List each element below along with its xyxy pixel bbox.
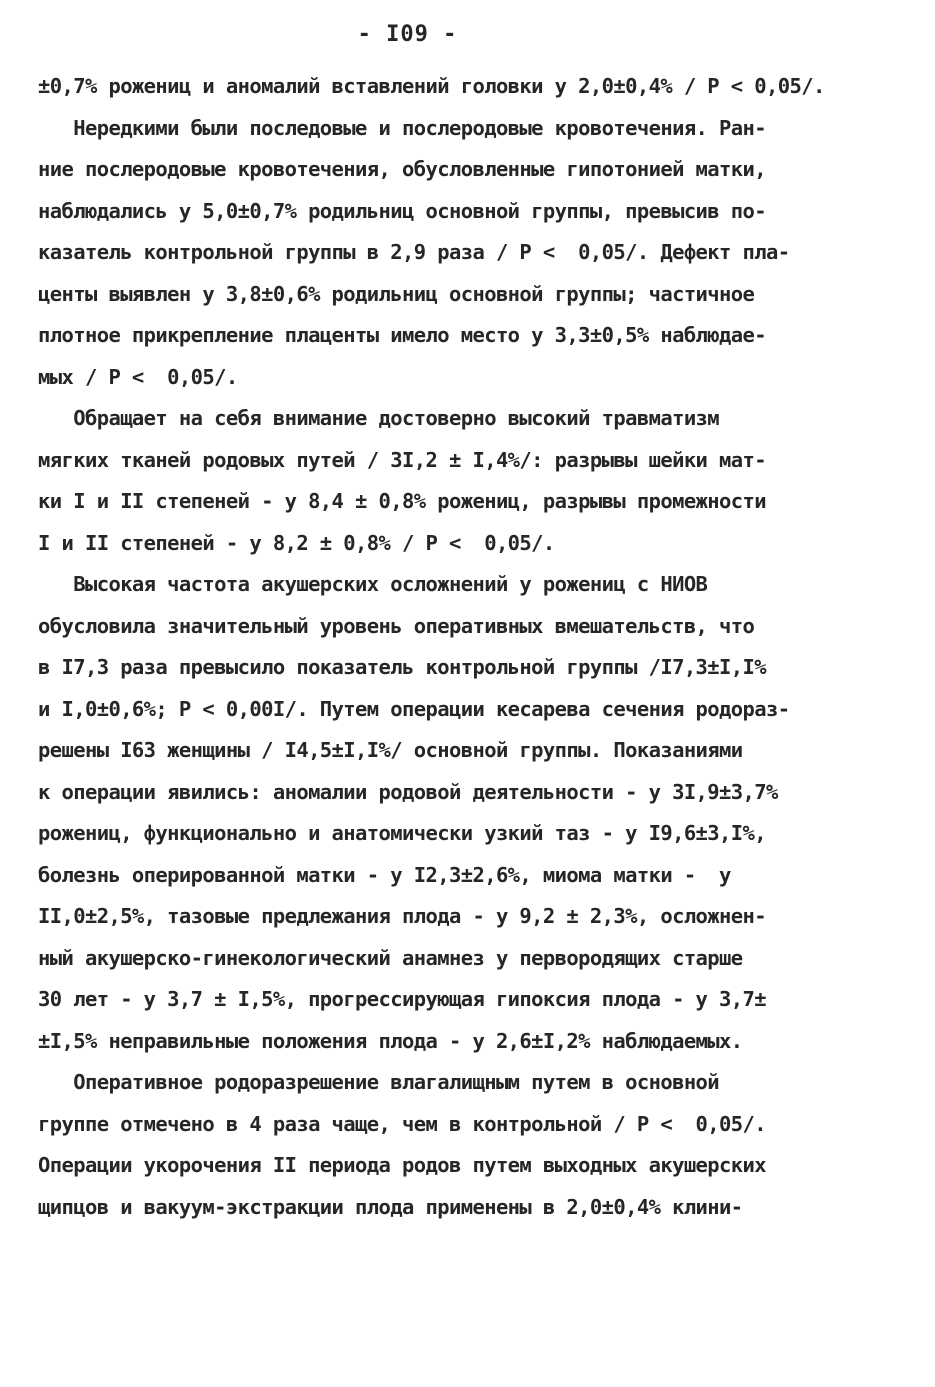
document-body — [38, 66, 918, 1228]
text-line: Оперативное родоразрешение влагалищным путем в основной — [38, 1070, 720, 1094]
text-line: ный акушерско-гинекологический анамнез у первородящих старше — [38, 945, 743, 970]
text-line: к операции явились: аномалии родовой деятельности - у 3I,9±3,7% — [38, 779, 778, 804]
text-line: в I7,3 раза превысило показатель контрольной группы /I7,3±I,I% — [38, 655, 767, 679]
text-line: Операции укорочения II периода родов путем выходных акушерских — [38, 1153, 767, 1177]
text-line: центы выявлен у 3,8±0,6% родильниц основной группы; частичное — [38, 281, 755, 306]
text-line: Обращает на себя внимание достоверно высокий травматизм — [38, 406, 720, 430]
text-line: ±I,5% неправильные положения плода - у 2,6±I,2% наблюдаемых. — [38, 1028, 743, 1053]
text-line: наблюдались у 5,0±0,7% родильниц основной группы, превысив по- — [38, 198, 767, 223]
text-line: ±0,7% рожениц и аномалий вставлений головки у 2,0±0,4% / Р < 0,05/. — [38, 74, 825, 98]
text-line: болезнь оперированной матки - у I2,3±2,6%, миома матки - у — [38, 862, 731, 887]
text-line: Нередкими были последовые и послеродовые кровотечения. Ран- — [38, 115, 767, 140]
text-line: обусловила значительный уровень оперативных вмешательств, что — [38, 613, 755, 638]
text-line: II,0±2,5%, тазовые предлежания плода - у 9,2 ± 2,3%, осложнен- — [38, 904, 767, 928]
text-line: 30 лет - у 3,7 ± I,5%, прогрессирующая гипоксия плода - у 3,7± — [38, 987, 767, 1011]
text-line: и I,0±0,6%; Р < 0,00I/. Путем операции кесарева сечения родораз- — [38, 696, 790, 721]
text-line: ки I и II степеней - у 8,4 ± 0,8% рожениц, разрывы промежности — [38, 489, 767, 513]
text-line: рожениц, функционально и анатомически узкий таз - у I9,6±3,I%, — [38, 821, 767, 845]
text-line: Высокая частота акушерских осложнений у рожениц с НИОВ — [38, 572, 708, 596]
text-line: плотное прикрепление плаценты имело место у 3,3±0,5% наблюдае- — [38, 323, 767, 347]
text-line: ние послеродовые кровотечения, обусловленные гипотонией матки, — [38, 157, 767, 181]
text-line: казатель контрольной группы в 2,9 раза / Р < 0,05/. Дефект пла- — [38, 240, 790, 264]
text-line: решены I63 женщины / I4,5±I,I%/ основной группы. Показаниями — [38, 738, 743, 762]
text-line: мых / Р < 0,05/. — [38, 364, 238, 389]
text-line: щипцов и вакуум-экстракции плода применены в 2,0±0,4% клини- — [38, 1194, 743, 1219]
text-line: группе отмечено в 4 раза чаще, чем в контрольной / Р < 0,05/. — [38, 1111, 767, 1136]
text-line: I и II степеней - у 8,2 ± 0,8% / Р < 0,05/. — [38, 530, 555, 555]
page-number: - I09 - — [357, 22, 458, 47]
text-line: мягких тканей родовых путей / 3I,2 ± I,4%/: разрывы шейки мат- — [38, 447, 767, 472]
